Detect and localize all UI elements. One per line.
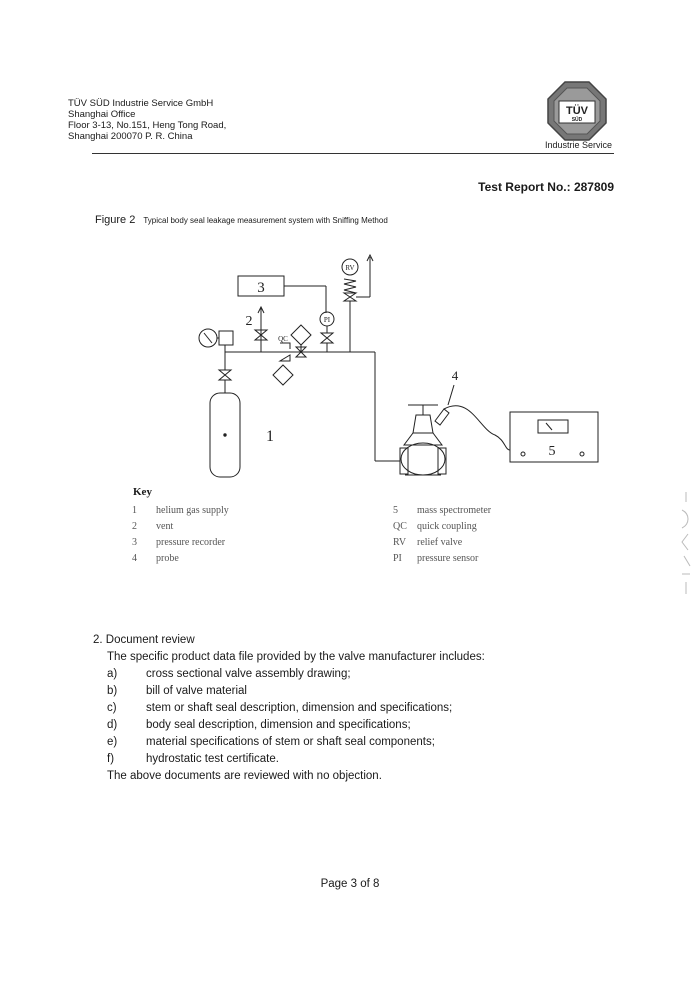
figure-description: Typical body seal leakage measurement system with Sniffing Method [143, 216, 388, 225]
company-address [68, 98, 226, 142]
figure-caption [95, 214, 388, 226]
qc-diamond-top [291, 325, 311, 345]
sensor-valve [321, 333, 333, 343]
key-row: 5 mass spectrometer [393, 505, 492, 516]
qc-fitting [280, 355, 290, 361]
key-row: PI pressure sensor [393, 553, 479, 564]
qc-diamond-bottom [273, 365, 293, 385]
section-conclusion: The above documents are reviewed with no objection. [107, 770, 382, 782]
city-line: Shanghai 200070 P. R. China [68, 131, 193, 142]
probe [435, 409, 449, 425]
report-number: Test Report No.: 287809 [478, 180, 614, 194]
key-row: 2 vent [132, 521, 174, 532]
tuv-sud-logo [546, 80, 608, 142]
spectrometer-display [538, 420, 568, 433]
list-item: b) bill of valve material [107, 685, 247, 697]
qc-label: QC [278, 335, 288, 343]
figure-label: Figure 2 [95, 214, 136, 226]
recorder-label: 3 [257, 280, 265, 296]
key-row: 1 helium gas supply [132, 505, 229, 516]
document-review-section [93, 632, 485, 785]
list-item: f) hydrostatic test certificate. [107, 753, 279, 765]
relief-spring [344, 279, 356, 293]
list-item: a) cross sectional valve assembly drawing; [107, 668, 351, 680]
rv-label: RV [345, 264, 355, 272]
key-right-column [393, 503, 491, 567]
header-divider [92, 153, 614, 154]
pi-label: PI [323, 316, 331, 324]
key-row: 4 probe [132, 553, 179, 564]
vent-label: 2 [245, 314, 253, 329]
supply-valve [219, 370, 231, 380]
address-line: Floor 3-13, No.151, Heng Tong Road, [68, 120, 227, 131]
key-title: Key [133, 486, 152, 498]
key-row: 3 pressure recorder [132, 537, 226, 548]
logo-caption: Industrie Service [545, 140, 613, 150]
leakage-system-diagram [180, 245, 620, 515]
margin-scan-marks [676, 490, 694, 600]
page-number: Page 3 of 8 [320, 878, 380, 890]
relief-valve [344, 293, 356, 301]
company-name: TÜV SÜD Industrie Service GmbH [68, 98, 214, 109]
spectrometer-label: 5 [548, 444, 556, 459]
list-item: d) body seal description, dimension and specifications; [107, 719, 411, 731]
office-name: Shanghai Office [68, 109, 136, 120]
section-title: 2. Document review [93, 634, 195, 646]
supply-label: 1 [266, 428, 274, 445]
key-left-column [132, 503, 229, 567]
key-row: QC quick coupling [393, 521, 477, 532]
probe-label: 4 [451, 368, 459, 383]
section-intro: The specific product data file provided by the valve manufacturer includes: [107, 651, 485, 663]
logo-subtext: SÜD [571, 117, 583, 123]
key-row: RV relief valve [393, 537, 463, 548]
list-item: c) stem or shaft seal description, dimension and specifications; [107, 702, 453, 714]
probe-hose [444, 406, 510, 450]
logo-text: TÜV [566, 105, 588, 117]
list-item: e) material specifications of stem or shaft seal components; [107, 736, 435, 748]
